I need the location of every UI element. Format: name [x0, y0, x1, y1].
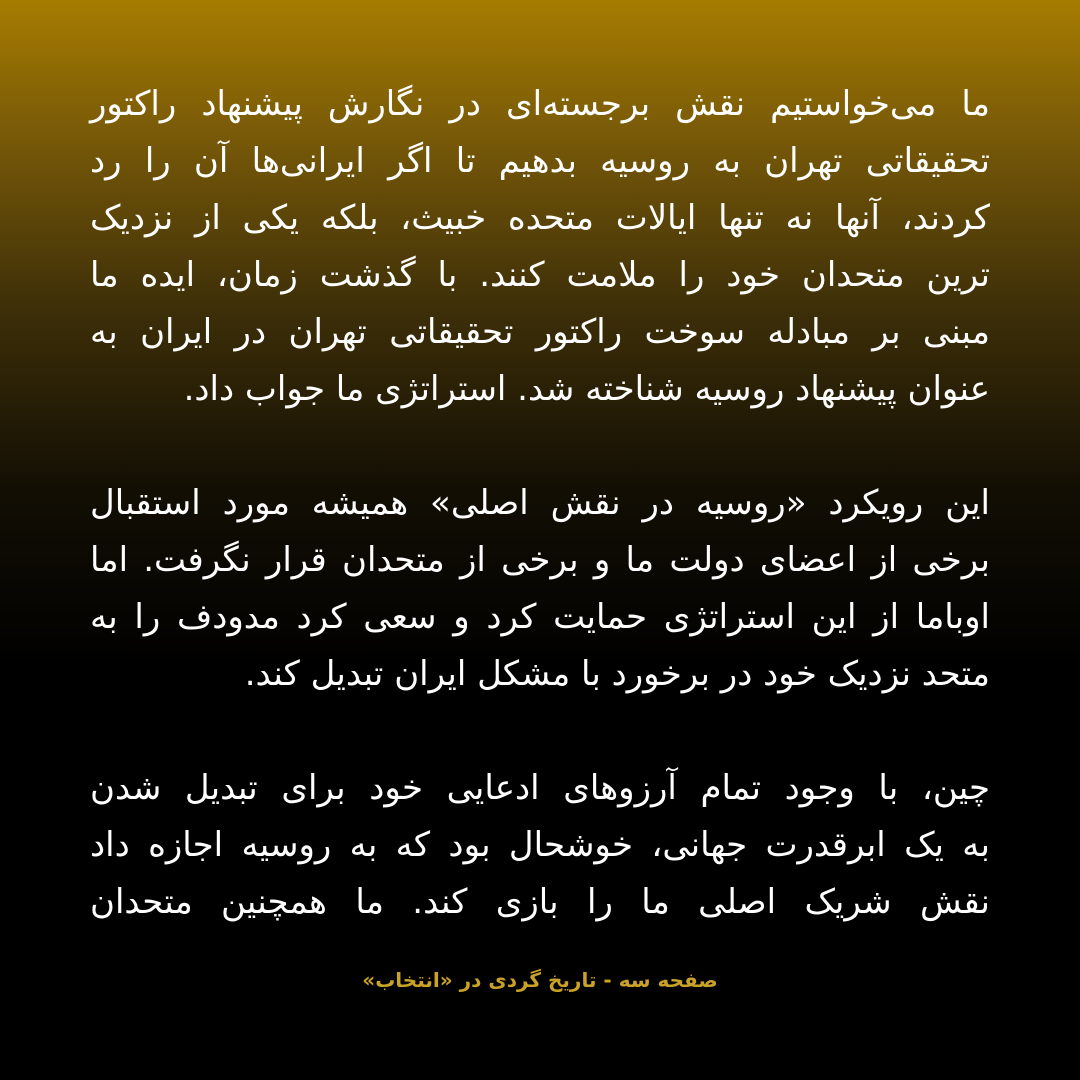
- text-line: برخی از اعضای دولت ما و برخی از متحدان قرار نگرفت. اما: [90, 540, 990, 580]
- paragraph-spacer: [90, 703, 990, 760]
- page-footer: صفحه سه - تاریخ گردی در «انتخاب»: [362, 968, 718, 992]
- text-line: کردند، آنها نه تنها ایالات متحده خبیث، بلکه یکی از نزدیک: [90, 198, 990, 238]
- text-line: ما می‌خواستیم نقش برجسته‌ای در نگارش پیشنهاد راکتور: [90, 84, 990, 124]
- paragraph-1: [90, 76, 990, 418]
- text-line: چین، با وجود تمام آرزوهای ادعایی خود برای تبدیل شدن: [90, 768, 990, 808]
- paragraph-2: [90, 475, 990, 703]
- text-line: عنوان پیشنهاد روسیه شناخته شد. استراتژی ما جواب داد.: [183, 369, 990, 409]
- text-line: ترین متحدان خود را ملامت کنند. با گذشت زمان، ایده ما: [90, 255, 990, 295]
- text-line: این رویکرد «روسیه در نقش اصلی» همیشه مورد استقبال: [90, 483, 990, 523]
- paragraph-spacer: [90, 418, 990, 475]
- text-line: متحد نزدیک خود در برخورد با مشکل ایران تبدیل کند.: [244, 654, 990, 694]
- article-body: [90, 76, 990, 931]
- text-line: به یک ابرقدرت جهانی، خوشحال بود که به روسیه اجازه داد: [90, 825, 990, 865]
- paragraph-3: [90, 760, 990, 931]
- text-line: مبنی بر مبادله سوخت راکتور تحقیقاتی تهران در ایران به: [90, 312, 990, 352]
- text-line: نقش شریک اصلی ما را بازی کند. ما همچنین متحدان: [90, 882, 990, 922]
- text-line: تحقیقاتی تهران به روسیه بدهیم تا اگر ایرانی‌ها آن را رد: [90, 141, 990, 181]
- text-line: اوباما از این استراتژی حمایت کرد و سعی کرد مدودف را به: [90, 597, 990, 637]
